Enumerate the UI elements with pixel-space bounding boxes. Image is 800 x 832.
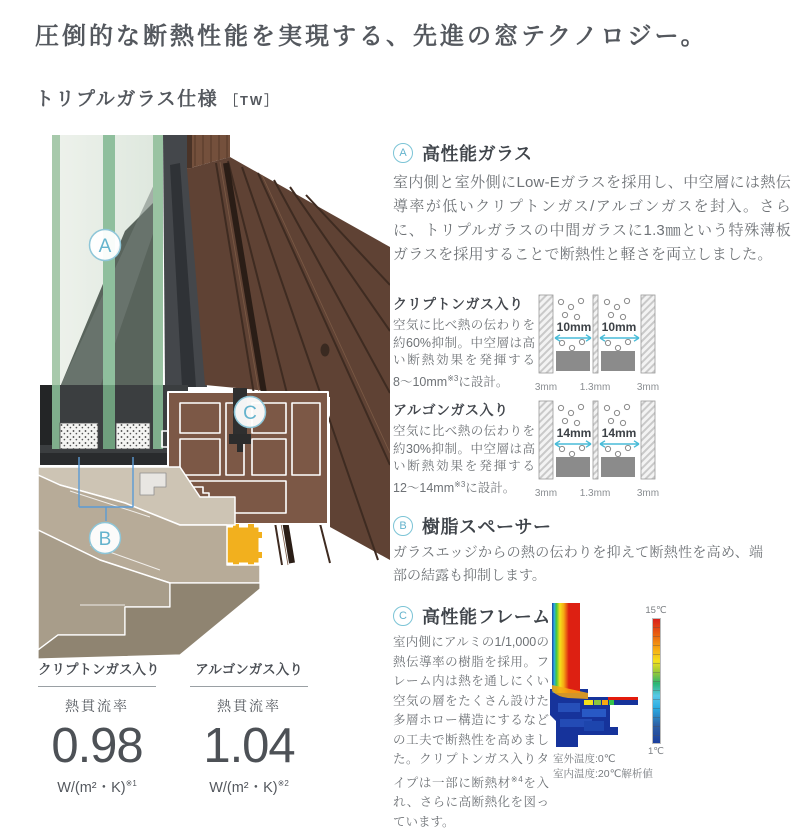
gap-label-right: 14mm — [601, 426, 637, 440]
section-frame-heading — [393, 603, 551, 629]
stat-argon-value: 1.04 — [203, 719, 295, 773]
argon-body: 空気に比べ熱の伝わりを約30%抑制。中空層は高い断熱効果を発揮する12〜14mm$^{※3}$に設計。 — [393, 424, 535, 495]
label-a-text: A — [98, 236, 112, 257]
section-glass-body: 室内側と室外側にLow-Eガラスを採用し、中空層には熱伝導率が低いクリプトンガス/アルゴンガスを封入。さらに、トリプルガラスの中間ガラスに1.3㎜という特殊薄板ガラスを採用することで断熱性と軽さを両立しました。 — [393, 174, 791, 263]
glass-pane-outer-left — [539, 401, 553, 479]
glass-pane-outer-left — [539, 295, 553, 373]
section-frame-body: 室内側にアルミの1/1,000の熱伝導率の樹脂を採用。フレーム内は熱を通しにくい空気の層をたくさん設けた多層ホロー構造にするなどの工夫で断熱性を高めました。クリプトンガス入りタイプは一部に断熱材$^{※4}$を入れ、さらに高断熱化を図っています。 — [393, 635, 549, 829]
section-frame-title: 高性能フレーム — [422, 607, 551, 627]
pane-thickness-left: 3mm — [534, 382, 558, 393]
thermal-caption-indoor: 室内温度:20℃解析値 — [553, 768, 653, 780]
gap-label-left: 14mm — [556, 426, 592, 440]
scale-max-label: 15℃ — [645, 605, 667, 616]
subtitle-tag: ［TW］ — [224, 93, 280, 108]
temperature-scale-bar — [652, 618, 661, 744]
stat-krypton-value: 0.98 — [51, 719, 143, 773]
gap-label-right: 10mm — [601, 320, 637, 334]
badge-b-icon: B — [393, 516, 413, 536]
stat-krypton-metric: 熱貫流率 — [65, 698, 129, 714]
pane-thickness-left: 3mm — [534, 488, 558, 499]
glass-pane-center — [593, 295, 598, 373]
pane-thickness-right: 3mm — [636, 382, 660, 393]
divider — [38, 686, 156, 687]
section-spacer-heading — [393, 513, 552, 539]
glass-pane-outer-right — [641, 401, 655, 479]
subtitle-text: トリプルガラス仕様 — [35, 89, 219, 110]
glass-pane-center — [593, 401, 598, 479]
argon-title: アルゴンガス入り — [393, 402, 509, 418]
spacer-block-right — [601, 351, 635, 371]
window-cross-section-illustration — [30, 135, 390, 660]
feature-column — [393, 135, 800, 829]
divider — [190, 686, 308, 687]
gas-diagram-argon — [533, 399, 661, 501]
stat-argon-metric: 熱貫流率 — [217, 698, 281, 714]
gas-diagram-krypton — [533, 293, 661, 395]
spacer-block-left — [556, 351, 590, 371]
glass-pane-outer-right — [641, 295, 655, 373]
section-spacer-body: ガラスエッジからの熱の伝わりを抑えて断熱性を高め、端部の結露も抑制します。 — [393, 544, 763, 583]
stat-argon — [190, 658, 308, 797]
krypton-body: 空気に比べ熱の伝わりを約60%抑制。中空層は高い断熱効果を発揮する8〜10mm$^{※3}$に設計。 — [393, 318, 535, 389]
section-spacer-title: 樹脂スペーサー — [422, 517, 552, 537]
badge-c-icon: C — [393, 606, 413, 626]
section-glass-heading — [393, 140, 532, 166]
resin-spacer-left — [60, 423, 98, 449]
badge-a-icon: A — [393, 143, 413, 163]
spacer-block-right — [601, 457, 635, 477]
label-c-text: C — [243, 403, 257, 424]
krypton-title: クリプトンガス入り — [393, 296, 524, 312]
page-title: 圧倒的な断熱性能を実現する、先進の窓テクノロジー。 — [35, 23, 708, 50]
stat-krypton — [38, 658, 160, 797]
page-subtitle — [35, 84, 279, 111]
pane-thickness-center: 1.3mm — [579, 488, 611, 499]
temperature-scale — [639, 605, 673, 757]
scale-min-label: 1℃ — [648, 746, 664, 757]
stat-krypton-title: クリプトンガス入り — [38, 662, 160, 677]
stat-argon-title: アルゴンガス入り — [195, 662, 303, 677]
thermal-caption-outdoor: 室外温度:0℃ — [553, 753, 616, 765]
section-glass-title: 高性能ガラス — [422, 144, 533, 164]
spacer-block-left — [556, 457, 590, 477]
pane-thickness-center: 1.3mm — [579, 382, 611, 393]
label-b-text: B — [98, 529, 112, 550]
screw-detail — [321, 344, 330, 357]
insulation-block — [224, 524, 262, 566]
glazing-channel — [40, 385, 188, 465]
pane-thickness-right: 3mm — [636, 488, 660, 499]
stat-krypton-unit: W/(m²・K)$^{※1}$ — [57, 779, 137, 796]
thermal-simulation-image — [548, 601, 640, 751]
thermal-caption — [553, 752, 653, 782]
stat-argon-unit: W/(m²・K)$^{※2}$ — [209, 779, 289, 796]
gap-label-left: 10mm — [556, 320, 592, 334]
resin-spacer-right — [116, 423, 150, 449]
thermal-glass-bar — [552, 603, 580, 693]
